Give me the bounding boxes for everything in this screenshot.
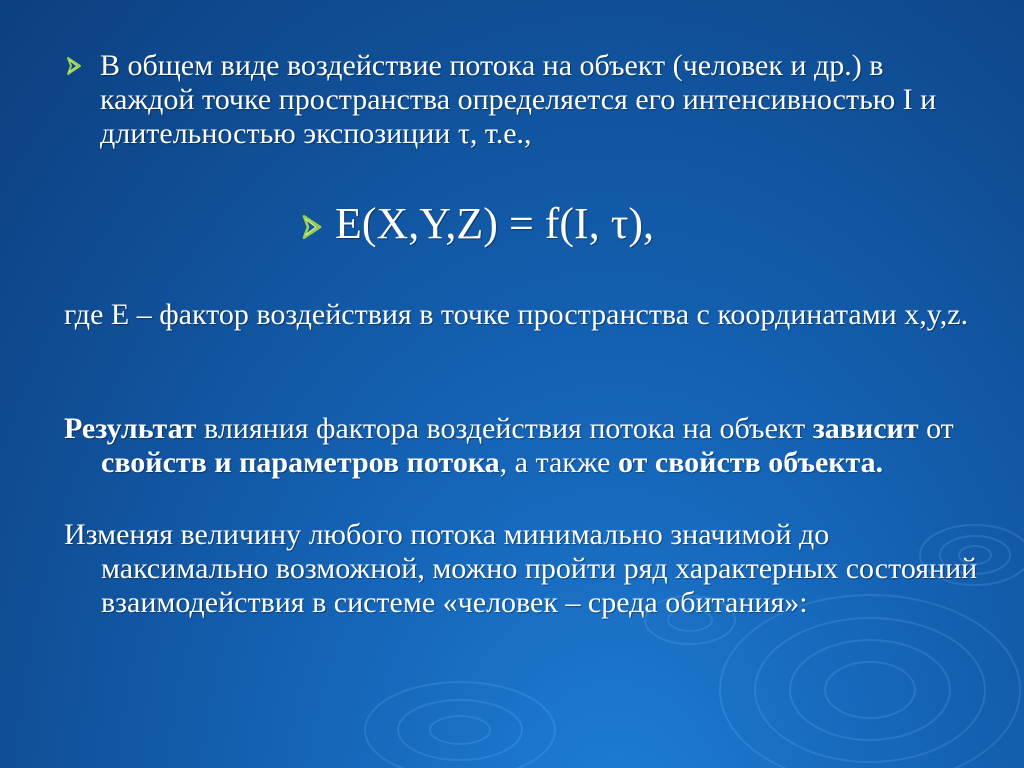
bullet-paragraph: В общем виде воздействие потока на объект (человек и др.) в каждой точке пространства определяется его интенсивностью I и длительностью экспозиции τ, т.е., [100, 49, 937, 150]
formula: E(X,Y,Z) = f(I, τ), [335, 199, 655, 248]
where-paragraph: где Е – фактор воздействия в точке пространства с координатами x,y,z. [64, 298, 969, 331]
depends-bold: зависит [812, 412, 919, 445]
result-bold-word: Результат [64, 412, 197, 445]
arrow-bullet-icon [301, 215, 323, 239]
arrow-bullet-icon [66, 57, 82, 75]
result-text: влияния фактора воздействия потока на объект [196, 412, 813, 445]
result-text: , а также [499, 446, 619, 479]
flow-properties-bold: свойств и параметров потока [101, 446, 500, 479]
object-properties-bold: от свойств объекта. [618, 446, 884, 479]
result-text: от [918, 412, 954, 445]
result-paragraph [64, 412, 981, 480]
change-paragraph: Изменяя величину любого потока минимально значимой до максимально возможной, можно пройти ряд характерных состояний взаимодействия в системе «человек – среда обитания»: [64, 518, 978, 619]
